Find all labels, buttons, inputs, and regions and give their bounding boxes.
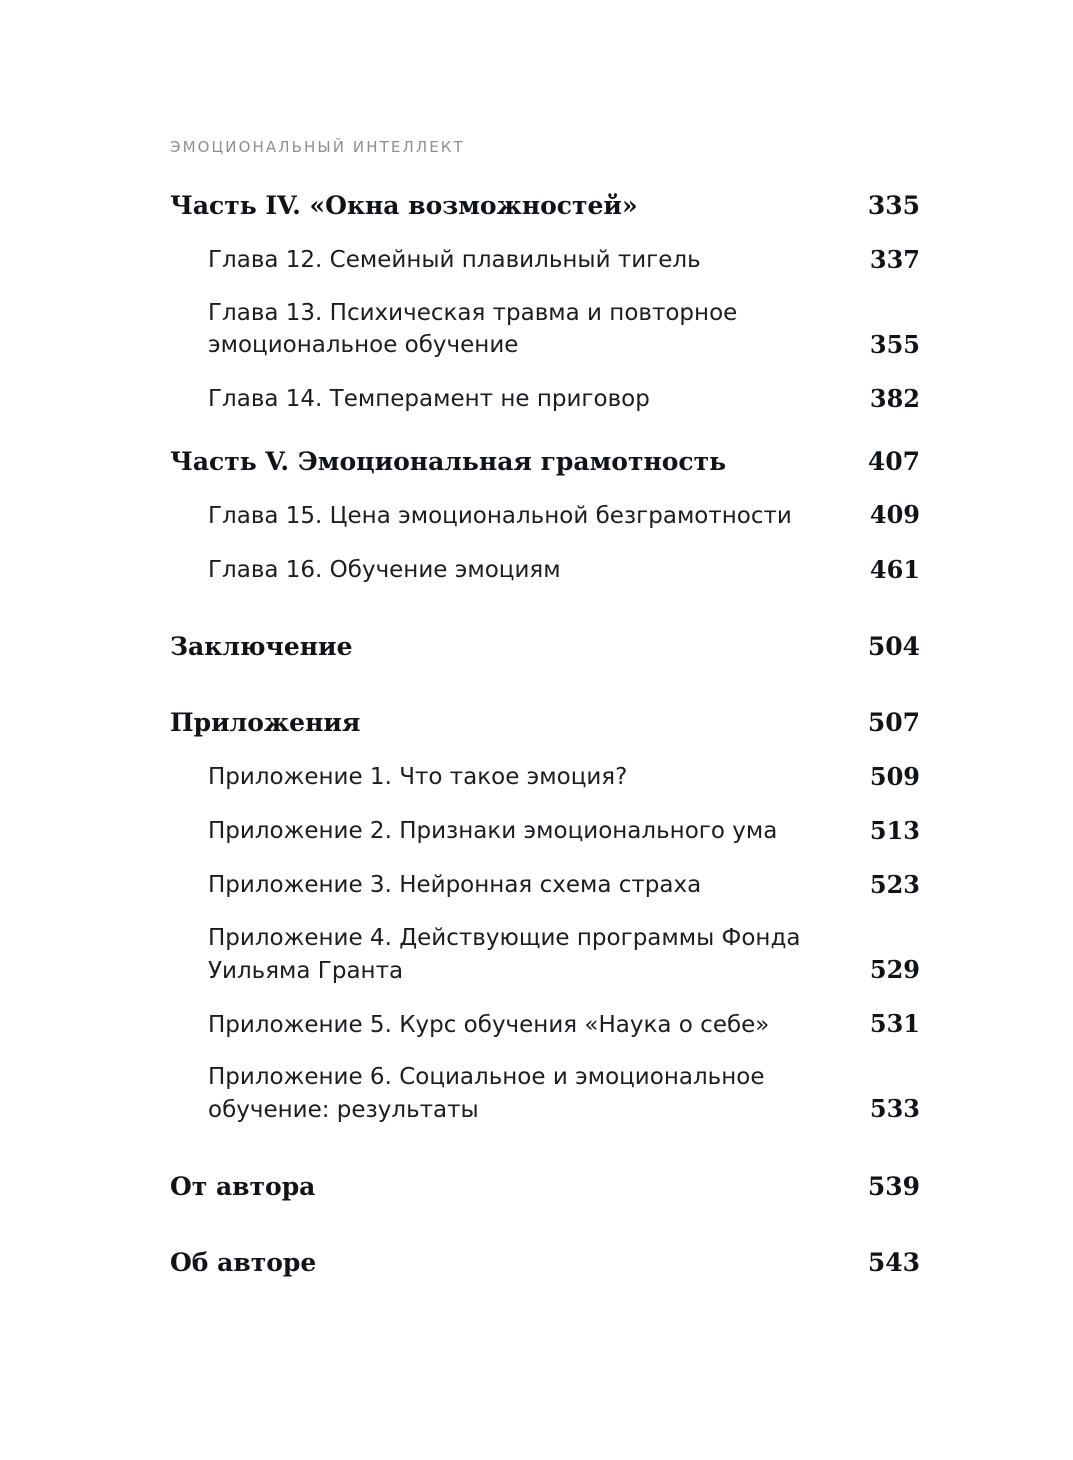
toc-entry-title: Приложение 3. Нейронная схема страха [208, 872, 702, 899]
toc-entry-title: От автора [170, 1171, 316, 1201]
toc-entry[interactable] [170, 190, 920, 223]
toc-entry-page-number: 337 [869, 244, 920, 274]
toc-entry-page-number: 382 [869, 383, 920, 413]
toc-entry-title: Часть IV. «Окна возможностей» [170, 191, 638, 220]
toc-entry[interactable] [170, 243, 920, 277]
toc-entry[interactable] [170, 922, 920, 987]
toc-entry-page-number: 509 [869, 761, 920, 791]
toc-entry[interactable] [170, 297, 920, 362]
toc-entry[interactable] [170, 1247, 920, 1280]
toc-entry[interactable] [170, 814, 920, 848]
toc-entry-title: Глава 14. Темперамент не приговор [208, 386, 650, 413]
toc-entry-page-number: 507 [867, 708, 920, 738]
toc-entry-page-number: 461 [869, 554, 920, 584]
toc-entry[interactable] [170, 868, 920, 902]
toc-entry-title: Приложение 6. Социальное и эмоциональное обучение: результаты [208, 1064, 765, 1123]
toc-entry-title: Глава 16. Обучение эмоциям [208, 556, 561, 583]
toc-entry-page-number: 539 [867, 1171, 920, 1201]
toc-entry-page-number: 355 [869, 329, 920, 359]
toc-entry-title: Приложение 2. Признаки эмоционального ума [208, 818, 778, 845]
toc-entry[interactable] [170, 760, 920, 794]
toc-entry[interactable] [170, 1171, 920, 1204]
toc-entry-page-number: 513 [869, 815, 920, 845]
toc-entry-page-number: 531 [869, 1009, 920, 1039]
toc-entry-page-number: 335 [867, 191, 920, 220]
toc-entry-title: Приложение 4. Действующие программы Фонда Уильяма Гранта [208, 924, 801, 984]
toc-entry-title: Заключение [170, 631, 353, 661]
toc-entry-page-number: 543 [867, 1248, 920, 1278]
toc-entry-page-number: 504 [867, 631, 920, 661]
toc-entry[interactable] [170, 1007, 920, 1041]
toc-entry-title: Приложение 1. Что такое эмоция? [208, 764, 628, 791]
toc-entry-title: Глава 13. Психическая травма и повторное эмоциональное обучение [208, 299, 738, 359]
toc-entry-title: Глава 12. Семейный плавильный тигель [208, 246, 701, 273]
toc-entry-page-number: 523 [869, 869, 920, 899]
toc-entry[interactable] [170, 382, 920, 416]
running-head: ЭМОЦИОНАЛЬНЫЙ ИНТЕЛЛЕКТ [170, 138, 465, 156]
toc-entry[interactable] [170, 553, 920, 587]
toc-entry[interactable] [170, 631, 920, 664]
toc-entry-title: Об авторе [170, 1248, 317, 1278]
toc-entry[interactable] [170, 446, 920, 479]
toc-entry-title: Глава 15. Цена эмоциональной безграмотности [208, 502, 792, 529]
toc-entry[interactable] [170, 498, 920, 532]
toc-entry-title: Приложение 5. Курс обучения «Наука о себе» [208, 1011, 770, 1038]
toc-entry[interactable] [170, 707, 920, 740]
toc-entry-page-number: 409 [869, 500, 920, 530]
toc-entry-page-number: 533 [869, 1094, 920, 1124]
toc-entry-title: Часть V. Эмоциональная грамотность [170, 446, 727, 476]
toc-entry-title: Приложения [170, 708, 361, 738]
toc-entry-page-number: 407 [867, 446, 920, 476]
toc-entry[interactable] [170, 1061, 920, 1126]
table-of-contents [170, 190, 920, 1280]
toc-entry-page-number: 529 [869, 955, 920, 985]
